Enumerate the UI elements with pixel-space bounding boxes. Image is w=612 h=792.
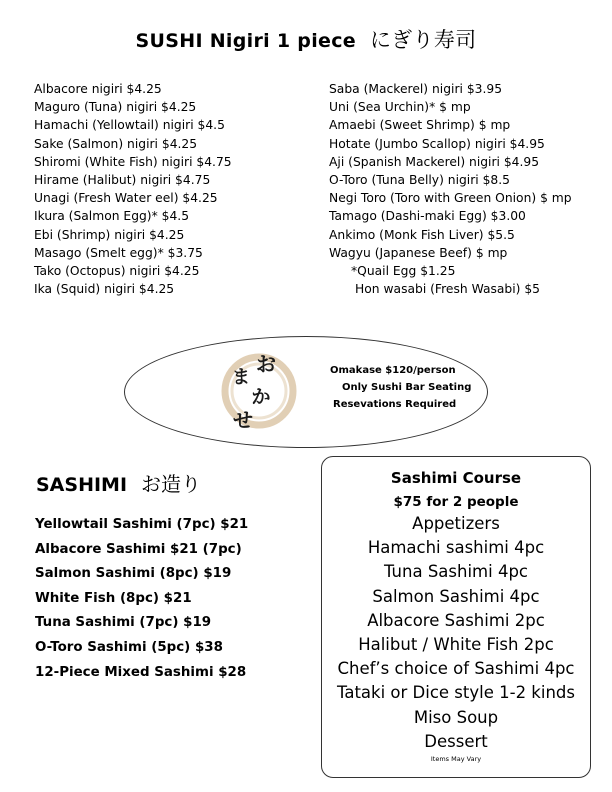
- sashimi-item: Albacore Sashimi $21 (7pc): [35, 541, 242, 557]
- omakase-info: [330, 362, 471, 413]
- wasabi-item: Hon wasabi (Fresh Wasabi) $5: [355, 282, 540, 297]
- page-title: [0, 24, 612, 54]
- sashimi-course-box: [321, 456, 591, 778]
- menu-item: Amaebi (Sweet Shrimp) $ mp: [329, 118, 511, 133]
- nigiri-list-left: [34, 80, 232, 298]
- sashimi-item: Tuna Sashimi (7pc) $19: [35, 615, 212, 631]
- menu-item: Shiromi (White Fish) nigiri $4.75: [34, 154, 232, 169]
- nigiri-list-right: [329, 80, 572, 298]
- course-item: Albacore Sashimi 2pc: [367, 610, 545, 630]
- omakase-banner: [124, 336, 488, 448]
- sashimi-item: Salmon Sashimi (8pc) $19: [35, 566, 232, 582]
- sashimi-item: White Fish (8pc) $21: [35, 590, 192, 606]
- page-title-jp: にぎり寿司: [369, 28, 477, 52]
- omakase-seating: Only Sushi Bar Seating: [342, 382, 472, 393]
- page-title-text: SUSHI Nigiri 1 piece: [135, 30, 356, 52]
- menu-item: Maguro (Tuna) nigiri $4.25: [34, 100, 197, 115]
- menu-item: Masago (Smelt egg)* $3.75: [34, 245, 203, 260]
- menu-item: Wagyu (Japanese Beef) $ mp: [329, 245, 508, 260]
- menu-item: O-Toro (Tuna Belly) nigiri $8.5: [329, 173, 510, 188]
- omakase-logo: [219, 345, 297, 437]
- menu-item: Hamachi (Yellowtail) nigiri $4.5: [34, 118, 225, 133]
- sashimi-heading: [36, 468, 201, 497]
- course-item: Hamachi sashimi 4pc: [367, 538, 545, 558]
- course-item: Halibut / White Fish 2pc: [358, 635, 554, 655]
- sashimi-item: 12-Piece Mixed Sashimi $28: [35, 664, 247, 680]
- menu-item: Tako (Octopus) nigiri $4.25: [34, 264, 200, 279]
- course-item: Dessert: [424, 731, 488, 751]
- svg-text:せ: せ: [233, 408, 253, 432]
- menu-item: Hirame (Halibut) nigiri $4.75: [34, 173, 211, 188]
- course-title: Sashimi Course: [390, 469, 522, 487]
- menu-item: Sake (Salmon) nigiri $4.25: [34, 136, 198, 151]
- menu-item: Ikura (Salmon Egg)* $4.5: [34, 209, 190, 224]
- sashimi-heading-jp: お造り: [141, 472, 202, 496]
- menu-item: Uni (Sea Urchin)* $ mp: [329, 100, 471, 115]
- course-item: Appetizers: [412, 514, 500, 533]
- sashimi-item: Yellowtail Sashimi (7pc) $21: [35, 517, 249, 532]
- svg-text:お: お: [256, 352, 276, 376]
- sashimi-heading-text: SASHIMI: [36, 474, 128, 496]
- svg-text:か: か: [251, 386, 271, 408]
- course-item: Salmon Sashimi 4pc: [372, 586, 540, 606]
- omakase-reservation: Resevations Required: [333, 399, 457, 410]
- menu-item: Unagi (Fresh Water eel) $4.25: [34, 191, 218, 206]
- quail-egg-item: *Quail Egg $1.25: [351, 264, 456, 279]
- omakase-price: Omakase $120/person: [330, 365, 456, 376]
- menu-item: Aji (Spanish Mackerel) nigiri $4.95: [329, 154, 540, 169]
- course-price: $75 for 2 people: [393, 494, 519, 510]
- sashimi-list: [35, 513, 248, 685]
- course-item: Miso Soup: [413, 707, 499, 727]
- course-items: [322, 512, 590, 754]
- menu-item: Tamago (Dashi-maki Egg) $3.00: [329, 209, 526, 224]
- menu-item: Negi Toro (Toro with Green Onion) $ mp: [329, 191, 572, 206]
- course-item: Tuna Sashimi 4pc: [383, 562, 528, 582]
- course-item: Tataki or Dice style 1-2 kinds: [337, 683, 575, 703]
- course-item: Chef’s choice of Sashimi 4pc: [337, 659, 575, 679]
- menu-item: Saba (Mackerel) nigiri $3.95: [329, 82, 503, 96]
- svg-text:ま: ま: [232, 367, 250, 388]
- menu-item: Albacore nigiri $4.25: [34, 82, 162, 96]
- sashimi-item: O-Toro Sashimi (5pc) $38: [35, 639, 223, 655]
- course-note: Items May Vary: [430, 755, 482, 764]
- menu-item: Ika (Squid) nigiri $4.25: [34, 282, 175, 297]
- menu-item: Ebi (Shrimp) nigiri $4.25: [34, 227, 185, 242]
- menu-item: Hotate (Jumbo Scallop) nigiri $4.95: [329, 136, 545, 151]
- menu-item: Ankimo (Monk Fish Liver) $5.5: [329, 227, 515, 242]
